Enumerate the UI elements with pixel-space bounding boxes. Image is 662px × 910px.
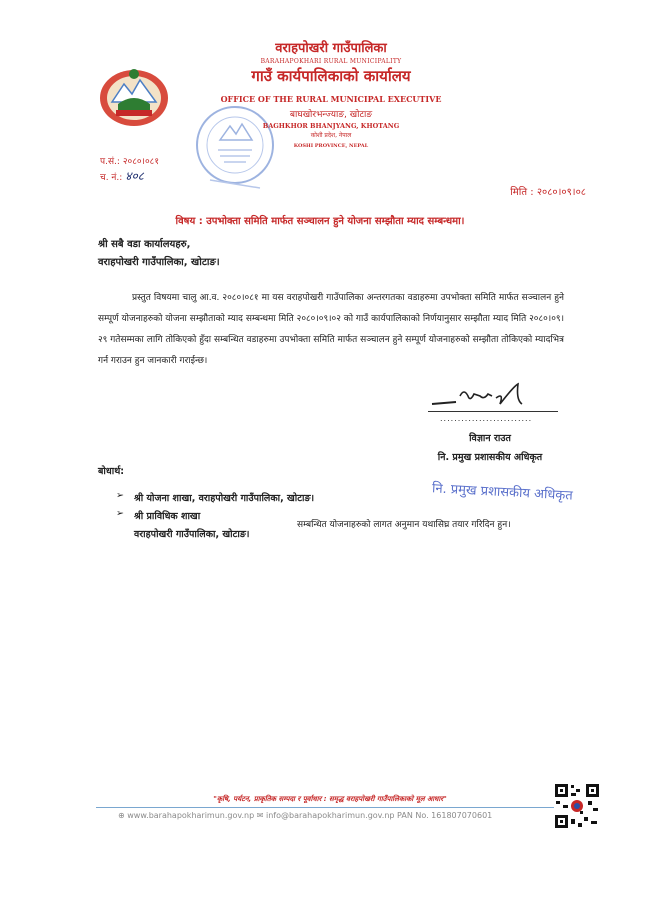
body-paragraph: प्रस्तुत विषयमा चालु आ.व. २०८०।०८१ मा यस वराहपोखरी गाउँपालिका अन्तरगतका वडाहरुमा उपभोक्ता समिति मार्फत सञ्चालन हुने सम्पूर्ण योजनाहरुको योजना सम्झौताको म्याद सम्बन्धमा मिति २०८०।०९।०२ को गाउँ कार्यपालिकाको निर्णयानुसार सम्झौता म्याद मिति २०८०।०९।२९ गतेसम्मका लागि तोकिएको हुँदा सम्बन्धित वडाहरुमा उपभोक्ता समिति मार्फत सञ्चालन हुने सम्पूर्ण योजनाहरुको सम्झौता तोकिएको म्यादभित्र गर्न गराउन हुन जानकारी गराईन्छ। (98, 293, 564, 366)
cc-item-technical: श्री प्राविधिक शाखा (134, 511, 201, 522)
footer-rule (96, 807, 566, 808)
cc-item-technical-address: वराहपोखरी गाउँपालिका, खोटाङ। (134, 529, 250, 540)
chalani-number: च. नं.: ४०८ (100, 169, 144, 183)
footer-website[interactable]: www.barahapokharimun.gov.np (127, 811, 255, 820)
province-np: कोशी प्रदेश, नेपाल (310, 132, 352, 139)
signer-title: नि. प्रमुख प्रशासकीय अधिकृत (437, 452, 543, 463)
footer-pan: PAN No. 161807070601 (397, 811, 493, 820)
officer-stamp: नि. प्रमुख प्रशासकीय अधिकृत (431, 481, 574, 504)
cc-bullet-1: ➢ (116, 490, 124, 501)
province-en: KOSHI PROVINCE, NEPAL (293, 143, 369, 149)
addressee-line-2: वराहपोखरी गाउँपालिका, खोटाङ। (98, 257, 220, 268)
signature-icon (426, 382, 562, 412)
cc-bullet-2: ➢ (116, 508, 124, 519)
nepal-emblem-icon (96, 62, 172, 128)
qr-code-icon (554, 783, 600, 829)
office-name-np: गाउँ कार्यपालिकाको कार्यालय (251, 67, 411, 85)
municipality-name-np: वराहपोखरी गाउँपालिका (275, 41, 387, 56)
signature-line (428, 411, 558, 412)
location-en: BAGHKHOR BHANJYANG, KHOTANG (262, 122, 400, 130)
globe-icon: ⊕ (118, 811, 125, 820)
cc-item-technical-note: सम्बन्धित योजनाहरुको लागत अनुमान यथासिघ्र तयार गरिदिन हुन। (297, 520, 511, 530)
footer-email[interactable]: info@barahapokharimun.gov.np (265, 811, 395, 820)
municipality-name-en: BARAHAPOKHARI RURAL MUNICIPALITY (260, 58, 402, 65)
addressee-line-1: श्री सबै वडा कार्यालयहरु, (98, 239, 191, 250)
subject-line: विषय : उपभोक्ता समिति मार्फत सञ्चालन हुने योजना सम्झौता म्याद सम्बन्धमा। (175, 216, 465, 227)
email-icon: ✉ (256, 811, 264, 820)
patra-sankhya: प.सं.: २०८०।०८१ (100, 157, 159, 167)
letter-date: मिति : २०८०।०९।०८ (510, 187, 586, 198)
footer-contact (118, 811, 568, 820)
signature-dots: .......................... (440, 414, 533, 423)
cc-item-planning: श्री योजना शाखा, वराहपोखरी गाउँपालिका, खोटाङ। (134, 493, 315, 504)
office-name-en: OFFICE OF THE RURAL MUNICIPAL EXECUTIVE (220, 94, 442, 104)
signer-name: विज्ञान राउत (469, 433, 511, 444)
footer-motto: "कृषि, पर्यटन, प्राकृतिक सम्पदा र पूर्वाधार : समृद्ध वराहपोखरी गाउँपालिकाको मूल आधार" (213, 795, 447, 803)
location-np: बाघखोरभन्ज्याङ, खोटाङ (289, 110, 373, 120)
cc-label: बोधार्थ: (98, 466, 125, 477)
